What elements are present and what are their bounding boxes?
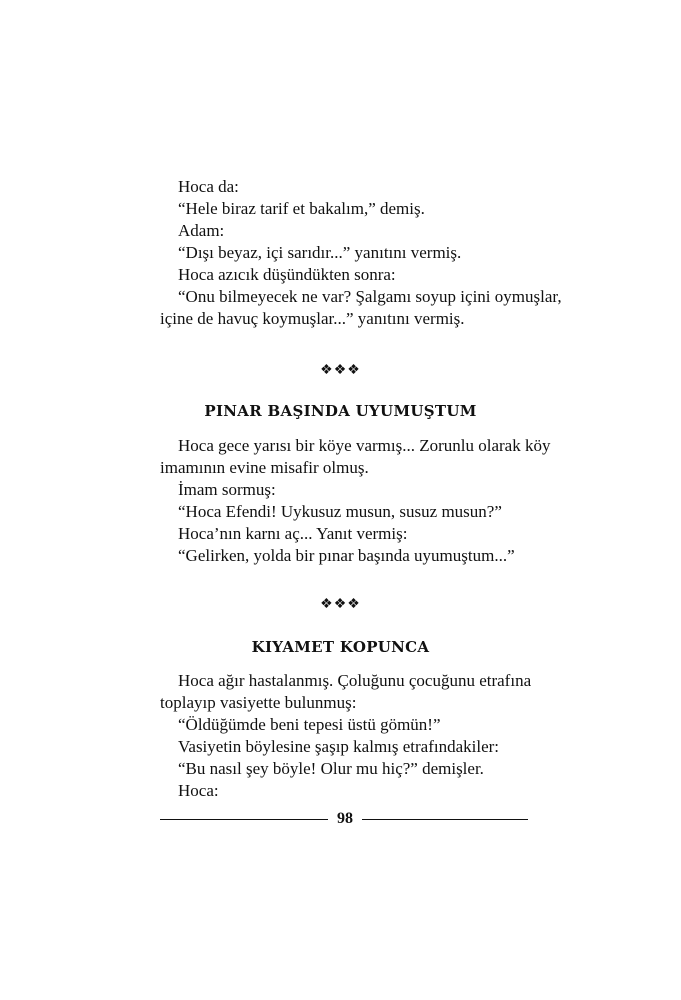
paragraph-line: Vasiyetin böylesine şaşıp kalmış etrafındakiler: xyxy=(178,737,500,756)
paragraph-line: “Hoca Efendi! Uykusuz musun, susuz musun?” xyxy=(178,502,502,521)
paragraph-line: Hoca ağır hastalanmış. Çoluğunu çocuğunu etrafına xyxy=(178,671,532,690)
paragraph-line: Hoca azıcık düşündükten sonra: xyxy=(178,265,396,284)
paragraph-line: “Hele biraz tarif et bakalım,” demiş. xyxy=(178,199,425,218)
footer-rule xyxy=(160,819,328,820)
paragraph-line: İmam sormuş: xyxy=(178,480,276,499)
paragraph-line: “Onu bilmeyecek ne var? Şalgamı soyup içini oymuşlar, xyxy=(178,287,562,306)
paragraph-line: içine de havuç koymuşlar...” yanıtını vermiş. xyxy=(160,309,465,328)
section-separator: ❖❖❖ xyxy=(320,363,361,378)
paragraph-line: “Öldüğümde beni tepesi üstü gömün!” xyxy=(178,715,441,734)
paragraph-line: “Bu nasıl şey böyle! Olur mu hiç?” demişler. xyxy=(178,759,484,778)
paragraph-line: Adam: xyxy=(178,221,225,240)
paragraph-line: imamının evine misafir olmuş. xyxy=(160,458,369,477)
paragraph-line: “Dışı beyaz, içi sarıdır...” yanıtını vermiş. xyxy=(178,243,462,262)
section-heading: KIYAMET KOPUNCA xyxy=(251,638,430,656)
paragraph-line: Hoca da: xyxy=(178,177,239,196)
paragraph-line: toplayıp vasiyette bulunmuş: xyxy=(160,693,357,712)
section-1-text xyxy=(160,176,562,330)
paragraph-line: Hoca: xyxy=(178,781,219,800)
section-3-text xyxy=(160,670,530,802)
footer-rule xyxy=(362,819,528,820)
section-2-text xyxy=(160,435,551,567)
section-heading: PINAR BAŞINDA UYUMUŞTUM xyxy=(204,402,477,420)
page-footer xyxy=(160,808,528,832)
paragraph-line: “Gelirken, yolda bir pınar başında uyumuştum...” xyxy=(178,546,515,565)
page-number: 98 xyxy=(337,810,353,827)
paragraph-line: Hoca gece yarısı bir köye varmış... Zorunlu olarak köy xyxy=(178,436,551,455)
section-separator: ❖❖❖ xyxy=(320,597,361,612)
paragraph-line: Hoca’nın karnı aç... Yanıt vermiş: xyxy=(178,524,408,543)
